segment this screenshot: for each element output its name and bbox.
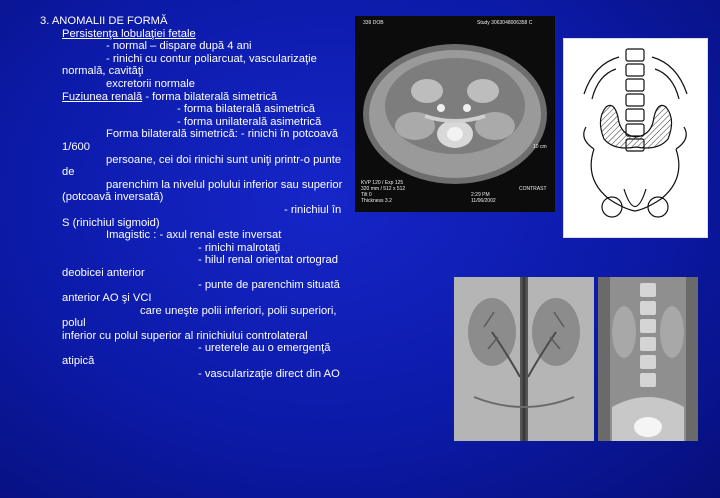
horseshoe-kidney-diagram	[563, 38, 708, 238]
subheading-renal-fusion: Fuziunea renală	[62, 90, 143, 103]
text-line: Fuziunea renală - forma bilaterală simetrică	[62, 90, 278, 103]
abdominal-xray	[598, 277, 698, 441]
text-line: persoane, cei doi rinichi sunt uniţi printr-o punte de	[62, 153, 342, 179]
text-line: - hilul renal orientat ortograd deobicei anterior	[62, 254, 338, 279]
text-line: excretorii normale	[106, 77, 195, 90]
text-line: - rinichi cu contur poliarcuat, vascularizaţie normală, cavităţi	[62, 52, 317, 78]
text-line: Imagistic : - axul renal este inversat	[106, 229, 282, 242]
ct-label: Tilt 0	[361, 192, 372, 198]
slide-heading: 3. ANOMALII DE FORMĂ	[40, 15, 168, 27]
ct-label: 2:29 PM	[471, 192, 490, 198]
ct-label: 320 mm / 512 x 512	[361, 186, 406, 192]
text-line: parenchim la nivelul polului inferior sau superior (potcoavă inversată)	[62, 178, 343, 204]
text-line: care uneşte polii inferiori, polii superiori, polul	[62, 304, 337, 330]
text-line: - rinichi malrotaţi	[198, 241, 281, 254]
text-line: - normal – dispare după 4 ani	[106, 40, 252, 53]
subheading-fetal-lobulation: Persistenţa lobulaţiei fetale	[62, 27, 196, 40]
ct-label: 11/06/2002	[471, 198, 496, 204]
ct-label: CONTRAST	[519, 186, 547, 192]
text-line: - rinichiul în S (rinichiul sigmoid)	[62, 203, 342, 229]
text-line: - forma bilaterală asimetrică	[177, 103, 316, 116]
text-line: - forma unilaterală asimetrică	[177, 115, 322, 128]
ct-label: KVP 120 / Exp 125	[361, 180, 404, 186]
text-line: - vascularizaţie direct din AO	[198, 367, 340, 380]
ct-label: Study 3063048006358 C	[477, 20, 533, 26]
ct-scan-image	[355, 16, 555, 212]
ct-label: 10 cm	[533, 144, 547, 150]
text-line: - punte de parenchim situată anterior AO şi VCI	[62, 279, 340, 305]
ct-label: 339 DOB	[363, 20, 384, 26]
text-line: inferior cu polul superior al rinichiului controlateral	[62, 329, 308, 342]
text-line: Forma bilaterală simetrică: - rinichi în potcoavă 1/600	[62, 128, 338, 153]
ct-label: Thickness 3.2	[361, 198, 392, 204]
urography-xray	[454, 277, 594, 441]
text-column	[40, 15, 350, 380]
text-line: - ureterele au o emergenţă atipică	[62, 342, 331, 368]
